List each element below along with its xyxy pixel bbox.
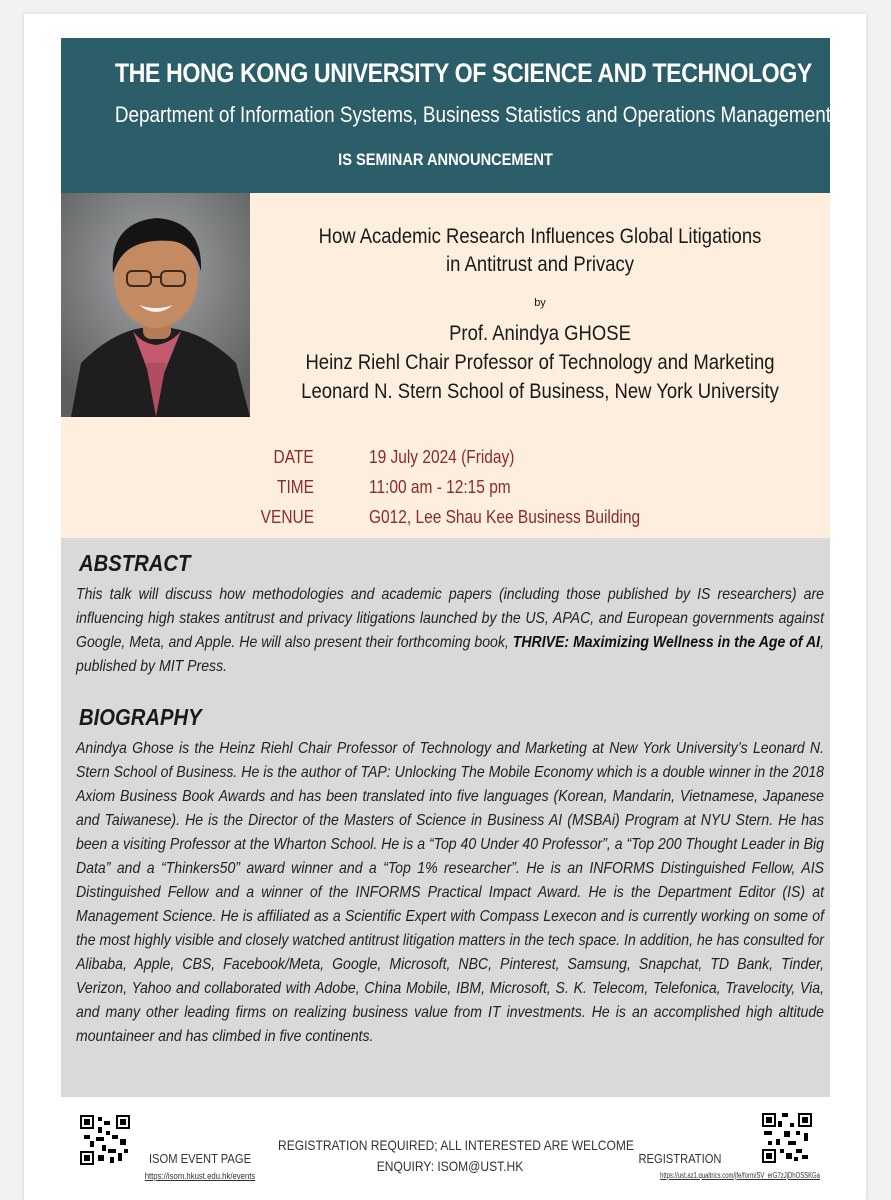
speaker-block <box>285 319 795 406</box>
speaker-affiliation: Leonard N. Stern School of Business, New York University <box>301 380 779 403</box>
speaker-name: Prof. Anindya GHOSE <box>449 322 631 345</box>
abstract-text <box>76 583 824 679</box>
venue-row <box>61 507 830 535</box>
time-row <box>61 477 830 505</box>
qr-code-icon <box>762 1113 812 1163</box>
registration-link[interactable]: https://ust.az1.qualtrics.com/jfe/form/SV_erG7zJjDhOSSKGa <box>660 1171 820 1180</box>
venue-label: VENUE <box>260 507 314 527</box>
biography-text: Anindya Ghose is the Heinz Riehl Chair Professor of Technology and Marketing at New York University’s Leonard N. Stern School of Business. He is the author of TAP: Unlocking The Mobile Economy which is a double winner in the 2018 Axiom Business Book Awards and has been translated into five languages (Korean, Mandarin, Vietnamese, Japanese and Taiwanese). He is the Director of the Masters of Science in Business AI (MSBAi) Program at NYU Stern. He has been a visiting Professor at the Wharton School. He is a “Top 40 Under 40 Professor”, a “Top 200 Thought Leader in Big Data” and a “Thinkers50” award winner and a “Top 1% researcher”. He is an INFORMS Distinguished Fellow, AIS Distinguished Fellow and a winner of the INFORMS Practical Impact Award. He is the Department Editor (IS) at Management Science. He is affiliated as a Scientific Expert with Compass Lexecon and is currently working on some of the most highly visible and closely watched antitrust litigation matters in the tech space. In addition, he has consulted for Alibaba, Apple, CBS, Facebook/Meta, Google, Microsoft, NBC, Pinterest, Samsung, Snapchat, TD Bank, Tinder, Verizon, Yahoo and collaborated with Adobe, China Mobile, IBM, Microsoft, S. K. Telecom, Telefonica, Travelocity, Via, and many other leading firms on realizing business value from IT investments. He is an accomplished high altitude mountaineer and has climbed in five continents. <box>76 740 824 1045</box>
registration-qr-code[interactable] <box>762 1113 812 1163</box>
time-label: TIME <box>277 477 314 497</box>
date-label: DATE <box>273 447 314 467</box>
seminar-announcement: IS SEMINAR ANNOUNCEMENT <box>338 150 553 169</box>
book-title: THRIVE: Maximizing Wellness in the Age of AI <box>512 634 821 651</box>
registration-label: REGISTRATION <box>638 1151 722 1166</box>
speaker-photo <box>61 193 250 417</box>
header-banner <box>61 38 830 193</box>
biography-heading: BIOGRAPHY <box>79 704 202 730</box>
venue-value: G012, Lee Shau Kee Business Building <box>369 507 641 527</box>
event-page-label: ISOM EVENT PAGE <box>148 1151 252 1166</box>
talk-title-line-2: in Antitrust and Privacy <box>446 253 634 276</box>
time-value: 11:00 am - 12:15 pm <box>369 477 511 497</box>
body-panel <box>61 538 830 1097</box>
abstract-heading: ABSTRACT <box>79 550 191 576</box>
talk-info-panel <box>61 193 830 538</box>
talk-title <box>285 223 795 279</box>
event-page-qr-code[interactable] <box>80 1115 130 1165</box>
date-row <box>61 447 830 475</box>
event-page-link[interactable]: https://isom.hkust.edu.hk/events <box>144 1171 256 1181</box>
university-name: THE HONG KONG UNIVERSITY OF SCIENCE AND TECHNOLOGY <box>114 58 812 88</box>
speaker-portrait-image <box>61 193 250 417</box>
date-value: 19 July 2024 (Friday) <box>369 447 515 467</box>
registration-notice: REGISTRATION REQUIRED; ALL INTERESTED ARE WELCOME <box>278 1137 634 1153</box>
talk-title-line-1: How Academic Research Influences Global Litigations <box>318 225 762 248</box>
by-label: by <box>534 297 546 309</box>
enquiry-email: ENQUIRY: ISOM@UST.HK <box>376 1158 524 1174</box>
abstract-text-main: This talk will discuss how methodologies and academic papers (including those published by IS researchers) are influencing high stakes antitrust and privacy litigations launched by the US, APAC, and European governments against Google, Meta, and Apple. He will also present their forthcoming book, <box>76 586 824 651</box>
department-name: Department of Information Systems, Business Statistics and Operations Management <box>114 102 831 127</box>
abstract-text-end: , published by MIT Press. <box>76 634 825 675</box>
qr-code-icon <box>80 1115 130 1165</box>
speaker-title: Heinz Riehl Chair Professor of Technology and Marketing <box>305 351 775 374</box>
